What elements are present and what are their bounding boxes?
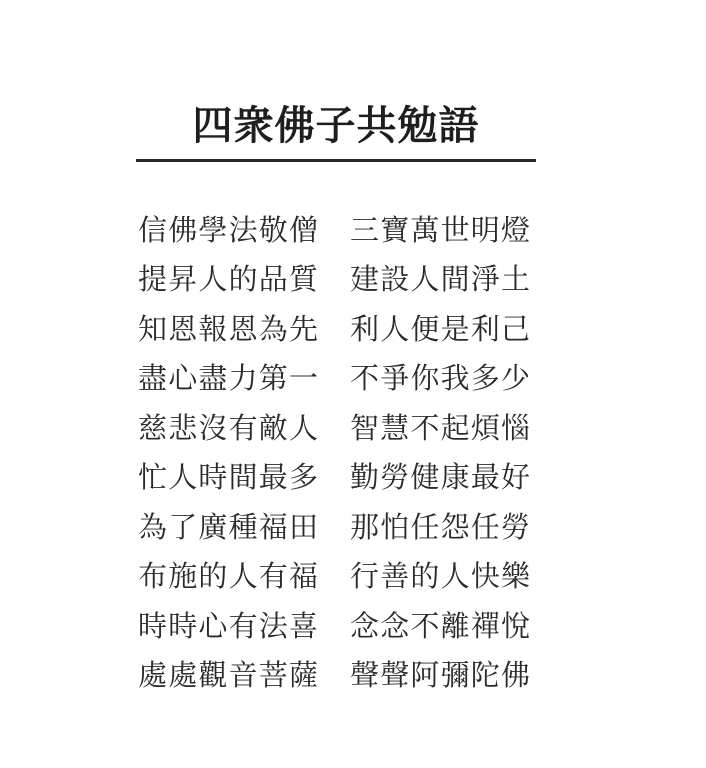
verse-row <box>138 403 538 453</box>
verse-right: 行善的人快樂 <box>350 559 532 594</box>
verse-right: 智慧不起煩惱 <box>350 410 532 445</box>
verse-row <box>138 552 538 602</box>
verse-row <box>138 304 538 354</box>
verse-right: 不爭你我多少 <box>350 361 532 396</box>
verse-left: 忙人時間最多 <box>138 460 320 495</box>
verse-right: 那怕任怨任勞 <box>350 509 532 544</box>
verse-left: 慈悲沒有敵人 <box>138 410 320 445</box>
verse-row <box>138 255 538 305</box>
verse-right: 勤勞健康最好 <box>350 460 532 495</box>
title-underline <box>136 159 536 162</box>
verse-left: 處處觀音菩薩 <box>138 658 320 693</box>
verse-row <box>138 354 538 404</box>
page-title: 四衆佛子共勉語 <box>192 102 480 149</box>
verse-right: 三寶萬世明燈 <box>350 212 532 247</box>
verse-left: 時時心有法喜 <box>138 608 320 643</box>
verse-left: 盡心盡力第一 <box>138 361 320 396</box>
verse-right: 聲聲阿彌陀佛 <box>350 658 532 693</box>
verse-left: 為了廣種福田 <box>138 509 320 544</box>
verse-left: 信佛學法敬僧 <box>138 212 320 247</box>
verse-row <box>138 453 538 503</box>
verse-row <box>138 502 538 552</box>
verse-right: 建設人間淨土 <box>350 262 532 297</box>
verse-row <box>138 601 538 651</box>
verse-left: 提昇人的品質 <box>138 262 320 297</box>
verse-right: 念念不離禪悅 <box>350 608 532 643</box>
verse-row <box>138 651 538 701</box>
verse-left: 知恩報恩為先 <box>138 311 320 346</box>
verse-left: 布施的人有福 <box>138 559 320 594</box>
verse-row <box>138 205 538 255</box>
verse-right: 利人便是利己 <box>350 311 532 346</box>
verse-list <box>138 205 538 700</box>
